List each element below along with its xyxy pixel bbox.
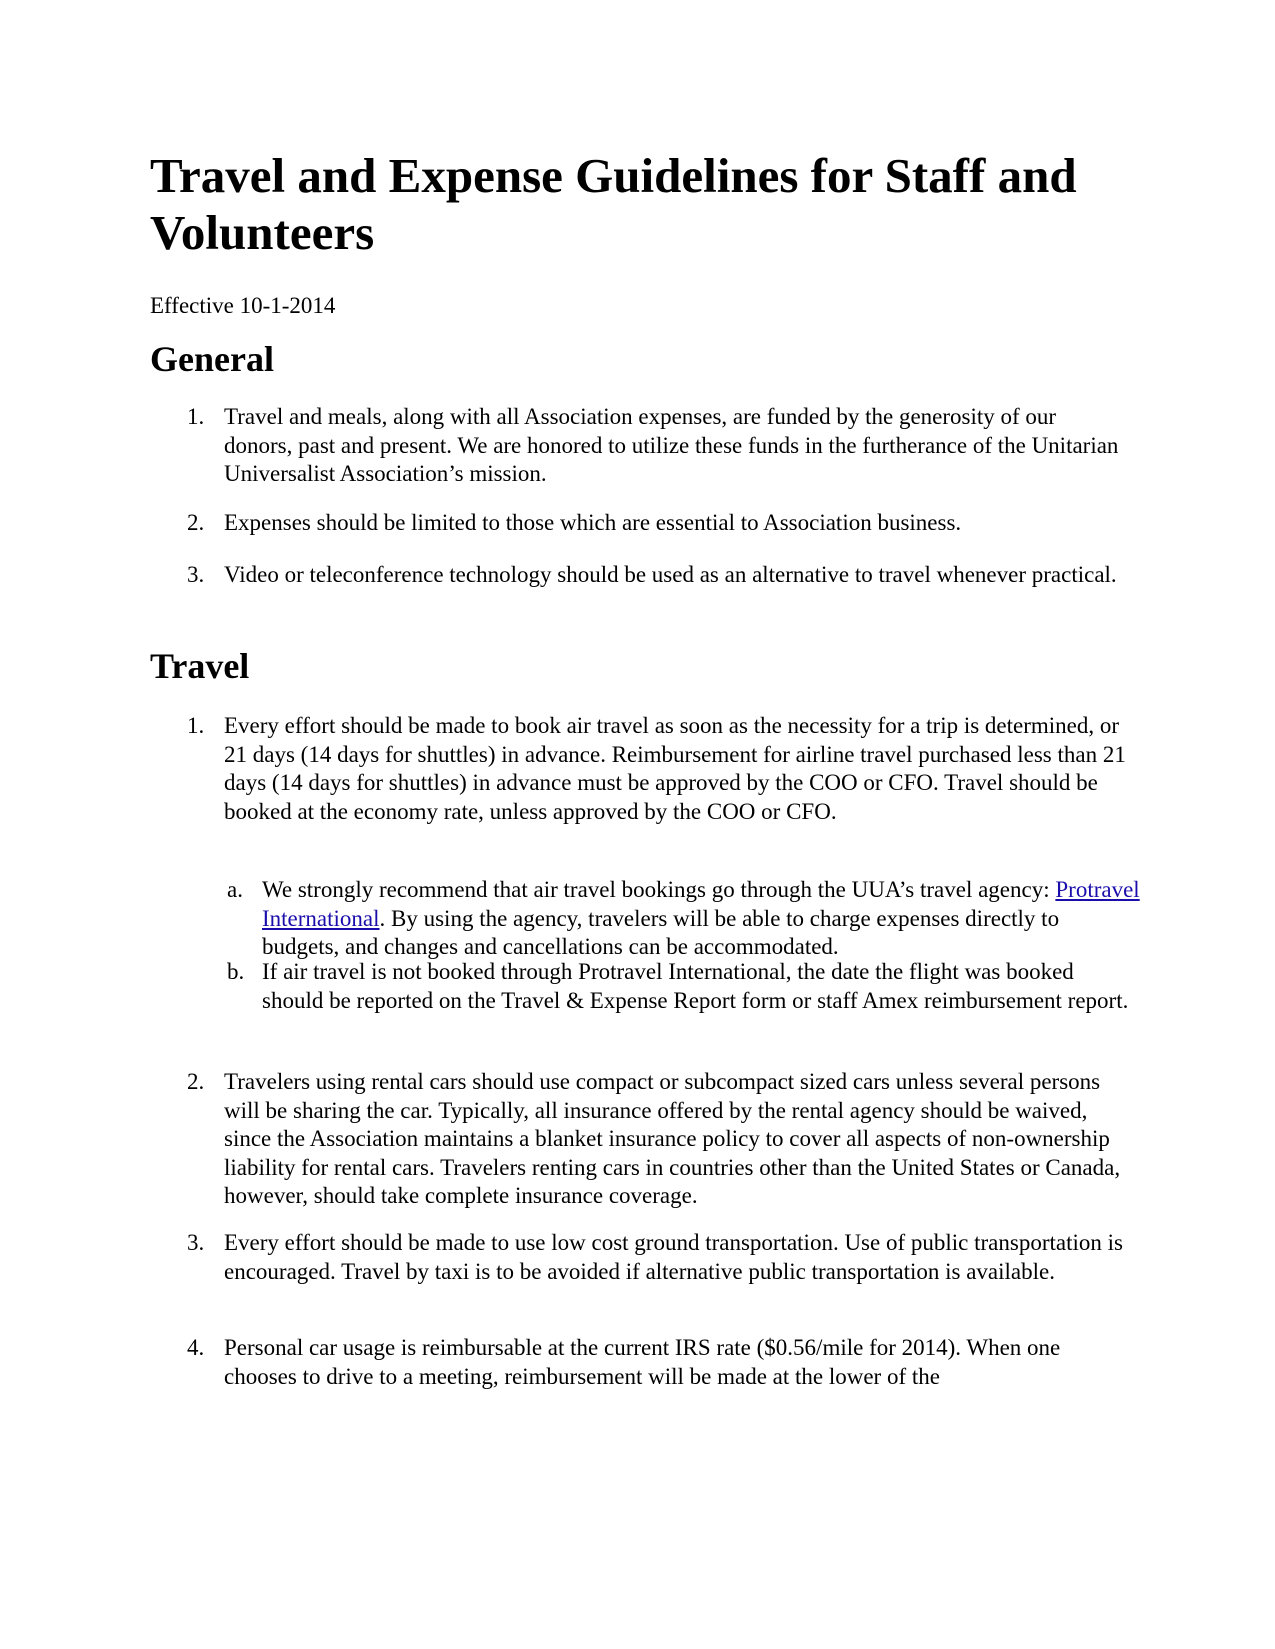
travel-item-4 (150, 1334, 1130, 1391)
effective-date: Effective 10-1-2014 (150, 293, 336, 318)
sublist-text-after: . By using the agency, travelers will be able to charge expenses directly to budgets, and changes and cancellations can be accommodated. (262, 905, 1060, 960)
general-item-2 (150, 509, 1130, 538)
list-number: 4. (187, 1335, 205, 1360)
list-number: 1. (187, 713, 205, 738)
general-item-1 (150, 403, 1130, 489)
section-heading-general: General (150, 339, 274, 379)
list-item-text: Video or teleconference technology should be used as an alternative to travel whenever practical. (224, 562, 1117, 587)
list-item-text: Travel and meals, along with all Association expenses, are funded by the generosity of our donors, past and present. We are honored to utilize these funds in the furtherance of the Unitarian Universalist Association’s mission. (224, 404, 1119, 487)
list-item-text: Travelers using rental cars should use compact or subcompact sized cars unless several persons will be sharing the car. Typically, all insurance offered by the rental agency should be waived, since the Association maintains a blanket insurance policy to cover all aspects of non-ownership liability for rental cars. Travelers renting cars in countries other than the United States or Canada, however, should take complete insurance coverage. (224, 1069, 1121, 1209)
list-item-text: Personal car usage is reimbursable at the current IRS rate ($0.56/mile for 2014). When one chooses to drive to a meeting, reimbursement will be made at the lower of the (224, 1335, 1061, 1389)
protravel-link[interactable]: Protravel International (262, 877, 1140, 931)
sublist-text-before: We strongly recommend that air travel bookings go through the UUA’s travel agency: (262, 877, 1056, 902)
list-number: 2. (187, 510, 205, 535)
section-heading-travel: Travel (150, 646, 250, 686)
list-number: 2. (187, 1069, 205, 1094)
list-item-text: Expenses should be limited to those which are essential to Association business. (224, 510, 962, 535)
travel-subitem-a (150, 876, 1140, 962)
travel-item-3 (150, 1229, 1130, 1286)
travel-subitem-b (150, 958, 1140, 1015)
list-number: 3. (187, 562, 205, 587)
general-item-3 (150, 561, 1130, 590)
sublist-letter: a. (227, 877, 243, 902)
sublist-item-text: If air travel is not booked through Protravel International, the date the flight was booked should be reported on the Travel & Expense Report form or staff Amex reimbursement report. (262, 959, 1129, 1013)
travel-item-1 (150, 712, 1130, 826)
list-number: 1. (187, 404, 205, 429)
sublist-item-text (262, 876, 1140, 962)
travel-item-2 (150, 1068, 1130, 1211)
list-number: 3. (187, 1230, 205, 1255)
list-item-text: Every effort should be made to use low cost ground transportation. Use of public transportation is encouraged. Travel by taxi is to be avoided if alternative public transportation is available. (224, 1230, 1123, 1284)
sublist-letter: b. (227, 959, 245, 984)
document-title: Travel and Expense Guidelines for Staff and Volunteers (150, 148, 1077, 260)
list-item-text: Every effort should be made to book air travel as soon as the necessity for a trip is determined, or 21 days (14 days for shuttles) in advance. Reimbursement for airline travel purchased less than 21 days (14 days for shuttles) in advance must be approved by the COO or CFO. Travel should be booked at the economy rate, unless approved by the COO or CFO. (224, 713, 1126, 824)
